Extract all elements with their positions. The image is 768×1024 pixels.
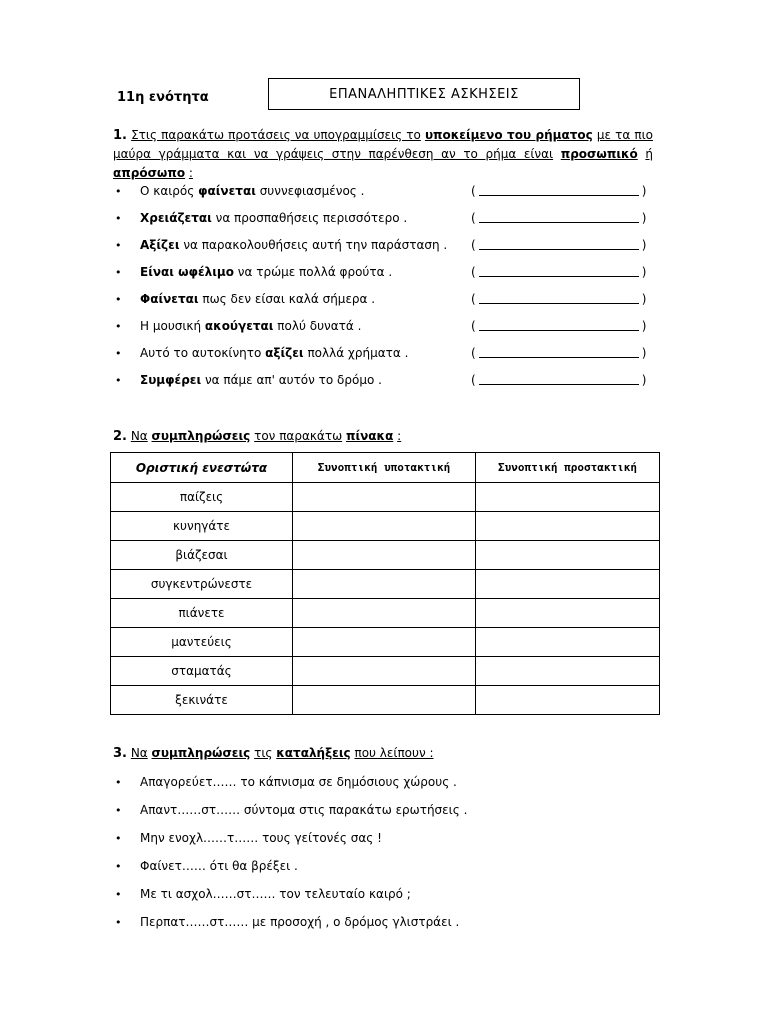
- bullet-icon: •: [115, 347, 122, 360]
- sentence-text: Αυτό το αυτοκίνητο αξίζει πολλά χρήματα .: [140, 346, 409, 360]
- answer-cell[interactable]: [476, 483, 660, 512]
- instruction-text: Να: [130, 429, 148, 443]
- bullet-icon: •: [115, 239, 122, 252]
- exercise-1-sentence-list: [113, 182, 658, 398]
- bullet-icon: •: [115, 320, 122, 333]
- table-row: [111, 599, 660, 628]
- answer-cell[interactable]: [293, 657, 476, 686]
- sentence-text: Συμφέρει να πάμε απ' αυτόν το δρόμο .: [140, 373, 382, 387]
- fill-in-text[interactable]: Περπατ……στ…… με προσοχή , ο δρόμος γλιστράει .: [140, 915, 460, 929]
- verb-cell: κυνηγάτε: [111, 512, 293, 541]
- fill-in-item: [113, 913, 658, 941]
- sentence-item: [113, 236, 658, 263]
- answer-cell[interactable]: [476, 686, 660, 715]
- answer-cell[interactable]: [293, 483, 476, 512]
- bullet-icon: •: [115, 374, 122, 387]
- fill-in-text[interactable]: Απαγορεύετ…… το κάπνισμα σε δημόσιους χώρους .: [140, 775, 457, 789]
- table-header-row: [111, 453, 660, 483]
- exercise-1-instructions: [113, 126, 653, 183]
- bullet-icon: •: [115, 212, 122, 225]
- instruction-text: Στις παρακάτω προτάσεις να υπογραμμίσεις το: [131, 128, 421, 142]
- exercise-2-number: 2.: [113, 429, 127, 444]
- table-row: [111, 512, 660, 541]
- answer-blank[interactable]: ( ): [471, 292, 647, 306]
- exercise-3-sentence-list: [113, 773, 658, 941]
- fill-in-item: [113, 857, 658, 885]
- fill-in-text[interactable]: Φαίνετ…… ότι θα βρέξει .: [140, 859, 298, 873]
- column-header: Οριστική ενεστώτα: [111, 453, 293, 483]
- answer-cell[interactable]: [293, 512, 476, 541]
- sentence-item: [113, 344, 658, 371]
- answer-cell[interactable]: [476, 599, 660, 628]
- verb-cell: βιάζεσαι: [111, 541, 293, 570]
- sentence-item: [113, 371, 658, 398]
- instruction-emphasis: πίνακα: [345, 429, 394, 443]
- sentence-text: Η μουσική ακούγεται πολύ δυνατά .: [140, 319, 362, 333]
- answer-cell[interactable]: [476, 512, 660, 541]
- table-row: [111, 686, 660, 715]
- fill-in-item: [113, 829, 658, 857]
- answer-cell[interactable]: [293, 599, 476, 628]
- answer-cell[interactable]: [476, 657, 660, 686]
- instruction-text: ή: [645, 147, 653, 161]
- sentence-item: [113, 317, 658, 344]
- table-row: [111, 483, 660, 512]
- answer-blank[interactable]: ( ): [471, 346, 647, 360]
- instruction-text: που λείπουν :: [354, 746, 434, 760]
- answer-blank[interactable]: ( ): [471, 265, 647, 279]
- bullet-icon: •: [115, 776, 122, 789]
- table-row: [111, 657, 660, 686]
- instruction-emphasis: απρόσωπο: [113, 166, 186, 180]
- worksheet-title: ΕΠΑΝΑΛΗΠΤΙΚΕΣ ΑΣΚΗΣΕΙΣ: [268, 78, 580, 110]
- verb-cell: μαντεύεις: [111, 628, 293, 657]
- sentence-item: [113, 290, 658, 317]
- sentence-text: Χρειάζεται να προσπαθήσεις περισσότερο .: [140, 211, 408, 225]
- verb-cell: συγκεντρώνεστε: [111, 570, 293, 599]
- verb-cell: παίζεις: [111, 483, 293, 512]
- instruction-text: τον παρακάτω: [254, 429, 343, 443]
- sentence-text: Αξίζει να παρακολουθήσεις αυτή την παράσταση .: [140, 238, 448, 252]
- fill-in-item: [113, 773, 658, 801]
- instruction-text: Να: [130, 746, 148, 760]
- sentence-text: Ο καιρός φαίνεται συννεφιασμένος .: [140, 184, 365, 198]
- exercise-3-instructions: [113, 744, 434, 763]
- sentence-item: [113, 209, 658, 236]
- bullet-icon: •: [115, 185, 122, 198]
- instruction-text: :: [188, 166, 193, 180]
- bullet-icon: •: [115, 860, 122, 873]
- answer-blank[interactable]: ( ): [471, 211, 647, 225]
- instruction-emphasis: συμπληρώσεις: [151, 746, 251, 760]
- instruction-text: τις: [254, 746, 273, 760]
- bullet-icon: •: [115, 293, 122, 306]
- answer-cell[interactable]: [293, 628, 476, 657]
- answer-blank[interactable]: ( ): [471, 238, 647, 252]
- fill-in-text[interactable]: Με τι ασχολ……στ…… τον τελευταίο καιρό ;: [140, 887, 411, 901]
- table-row: [111, 541, 660, 570]
- bullet-icon: •: [115, 266, 122, 279]
- instruction-emphasis: συμπληρώσεις: [151, 429, 251, 443]
- verb-cell: σταματάς: [111, 657, 293, 686]
- unit-label: 11η ενότητα: [117, 90, 209, 105]
- bullet-icon: •: [115, 832, 122, 845]
- table-row: [111, 570, 660, 599]
- answer-blank[interactable]: ( ): [471, 319, 647, 333]
- instruction-emphasis: καταλήξεις: [276, 746, 351, 760]
- exercise-3-number: 3.: [113, 746, 127, 761]
- bullet-icon: •: [115, 888, 122, 901]
- bullet-icon: •: [115, 916, 122, 929]
- verb-conjugation-table: [110, 452, 660, 715]
- sentence-item: [113, 182, 658, 209]
- answer-cell[interactable]: [293, 686, 476, 715]
- instruction-text: :: [397, 429, 402, 443]
- column-header: Συνοπτική υποτακτική: [293, 453, 476, 483]
- fill-in-text[interactable]: Απαντ……στ…… σύντομα στις παρακάτω ερωτήσεις .: [140, 803, 468, 817]
- instruction-emphasis: προσωπικό: [560, 147, 638, 161]
- instruction-text: με τα πιο μαύρα γράμματα και να γράψεις στην παρένθεση αν το ρήμα είναι: [113, 128, 653, 161]
- answer-blank[interactable]: ( ): [471, 184, 647, 198]
- fill-in-item: [113, 801, 658, 829]
- fill-in-item: [113, 885, 658, 913]
- exercise-2-instructions: [113, 427, 401, 446]
- sentence-text: Είναι ωφέλιμο να τρώμε πολλά φρούτα .: [140, 265, 393, 279]
- exercise-1-number: 1.: [113, 128, 127, 143]
- column-header: Συνοπτική προστακτική: [476, 453, 660, 483]
- verb-cell: ξεκινάτε: [111, 686, 293, 715]
- bullet-icon: •: [115, 804, 122, 817]
- answer-cell[interactable]: [476, 541, 660, 570]
- verb-cell: πιάνετε: [111, 599, 293, 628]
- sentence-text: Φαίνεται πως δεν είσαι καλά σήμερα .: [140, 292, 376, 306]
- instruction-emphasis: υποκείμενο του ρήματος: [424, 128, 593, 142]
- fill-in-text[interactable]: Μην ενοχλ……τ…… τους γείτονές σας !: [140, 831, 382, 845]
- answer-cell[interactable]: [293, 570, 476, 599]
- answer-cell[interactable]: [476, 628, 660, 657]
- answer-cell[interactable]: [293, 541, 476, 570]
- sentence-item: [113, 263, 658, 290]
- table-row: [111, 628, 660, 657]
- answer-cell[interactable]: [476, 570, 660, 599]
- answer-blank[interactable]: ( ): [471, 373, 647, 387]
